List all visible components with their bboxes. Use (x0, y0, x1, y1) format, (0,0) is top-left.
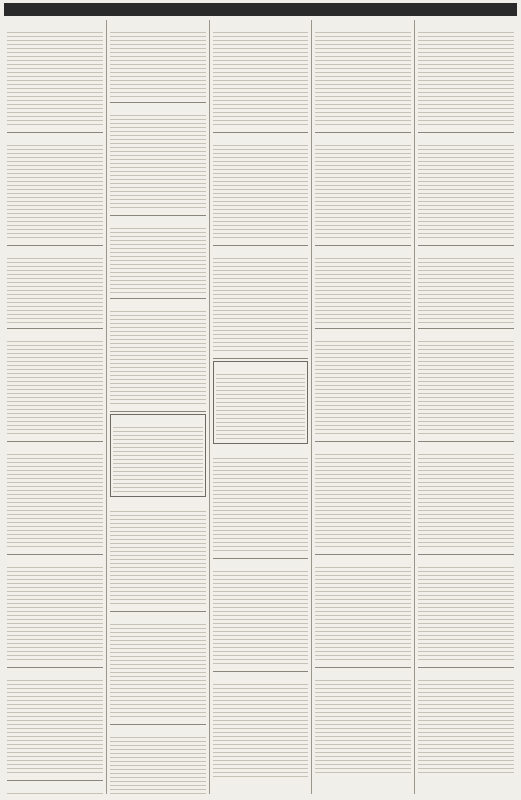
notice-title (418, 671, 514, 677)
notice-text (7, 145, 103, 241)
notice-title (315, 136, 411, 142)
column-4 (311, 20, 414, 794)
notice-text (315, 32, 411, 128)
notice-text (110, 311, 206, 407)
notice-text (315, 680, 411, 776)
notice-title (110, 23, 206, 29)
page-header (4, 3, 517, 16)
notice-title (110, 502, 206, 508)
notice-title (110, 728, 206, 734)
column-3 (209, 20, 312, 794)
notice-text (315, 567, 411, 663)
notice-title (7, 671, 103, 677)
notice-text (110, 32, 206, 98)
legal-notice (315, 442, 411, 555)
legal-notice (213, 559, 309, 672)
notice-text (315, 145, 411, 241)
legal-notice (110, 216, 206, 299)
legal-notices-columns (4, 20, 517, 794)
notice-text (7, 793, 103, 794)
legal-notice (7, 329, 103, 442)
notice-title (418, 136, 514, 142)
notice-title (418, 332, 514, 338)
notice-title (418, 445, 514, 451)
legal-notice (418, 668, 514, 780)
notice-title (213, 562, 309, 568)
legal-notice (213, 361, 309, 444)
notice-text (7, 341, 103, 437)
notice-title (110, 106, 206, 112)
notice-title (110, 615, 206, 621)
legal-notice (315, 555, 411, 668)
notice-title (7, 558, 103, 564)
legal-notice (418, 133, 514, 246)
column-1 (4, 20, 106, 794)
notice-text (418, 680, 514, 776)
column-2 (106, 20, 209, 794)
legal-notice (7, 133, 103, 246)
legal-notice (110, 299, 206, 412)
legal-notice (213, 672, 309, 784)
legal-notice (213, 20, 309, 133)
notice-text (110, 115, 206, 211)
notice-text (418, 454, 514, 550)
notice-text (418, 32, 514, 128)
legal-notice (7, 555, 103, 668)
notice-text (110, 228, 206, 294)
legal-notice (315, 329, 411, 442)
legal-notice (418, 442, 514, 555)
legal-notice (7, 668, 103, 781)
legal-notice (110, 499, 206, 612)
notice-title (213, 675, 309, 681)
notice-title (213, 249, 309, 255)
notice-text (418, 341, 514, 437)
notice-text (315, 258, 411, 324)
notice-text (418, 145, 514, 241)
legal-notice (7, 442, 103, 555)
legal-notice (315, 668, 411, 780)
legal-notice (110, 612, 206, 725)
legal-notice (7, 246, 103, 329)
legal-notice (315, 133, 411, 246)
notice-text (7, 32, 103, 128)
notice-text (315, 341, 411, 437)
notice-title (7, 784, 103, 790)
notice-text (7, 258, 103, 324)
notice-text (315, 454, 411, 550)
legal-notice (110, 725, 206, 794)
notice-title (315, 23, 411, 29)
legal-notice (110, 20, 206, 103)
notice-title (418, 558, 514, 564)
notice-title (315, 249, 411, 255)
notice-text (213, 258, 309, 354)
notice-title (315, 558, 411, 564)
notice-text (213, 684, 309, 780)
legal-notice (110, 414, 206, 497)
legal-notice (315, 20, 411, 133)
notice-text (7, 454, 103, 550)
notice-title (7, 23, 103, 29)
notice-text (7, 567, 103, 663)
notice-title (110, 219, 206, 225)
notice-text (110, 511, 206, 607)
notice-text (110, 737, 206, 794)
notice-title (110, 302, 206, 308)
notice-text (213, 571, 309, 667)
legal-notice (213, 246, 309, 359)
notice-text (418, 567, 514, 663)
legal-notice (418, 246, 514, 329)
notice-title (315, 671, 411, 677)
notice-title (213, 449, 309, 455)
notice-title (315, 445, 411, 451)
notice-text (113, 427, 203, 493)
legal-notice (418, 555, 514, 668)
notice-title (418, 249, 514, 255)
notice-text (213, 458, 309, 554)
legal-notice (418, 329, 514, 442)
legal-notice (213, 133, 309, 246)
legal-notice (110, 103, 206, 216)
notice-title (7, 136, 103, 142)
column-5 (414, 20, 517, 794)
notice-text (216, 374, 306, 440)
notice-title (216, 365, 306, 371)
notice-text (213, 145, 309, 241)
notice-text (213, 32, 309, 128)
notice-title (7, 332, 103, 338)
notice-title (213, 136, 309, 142)
notice-title (7, 445, 103, 451)
legal-notice (7, 781, 103, 794)
notice-text (7, 680, 103, 776)
notice-text (418, 258, 514, 324)
legal-notice (418, 20, 514, 133)
notice-title (213, 23, 309, 29)
legal-notice (213, 446, 309, 559)
legal-notice (7, 20, 103, 133)
notice-title (7, 249, 103, 255)
legal-notice (315, 246, 411, 329)
notice-text (110, 624, 206, 720)
notice-title (315, 332, 411, 338)
notice-title (418, 23, 514, 29)
notice-title (113, 418, 203, 424)
